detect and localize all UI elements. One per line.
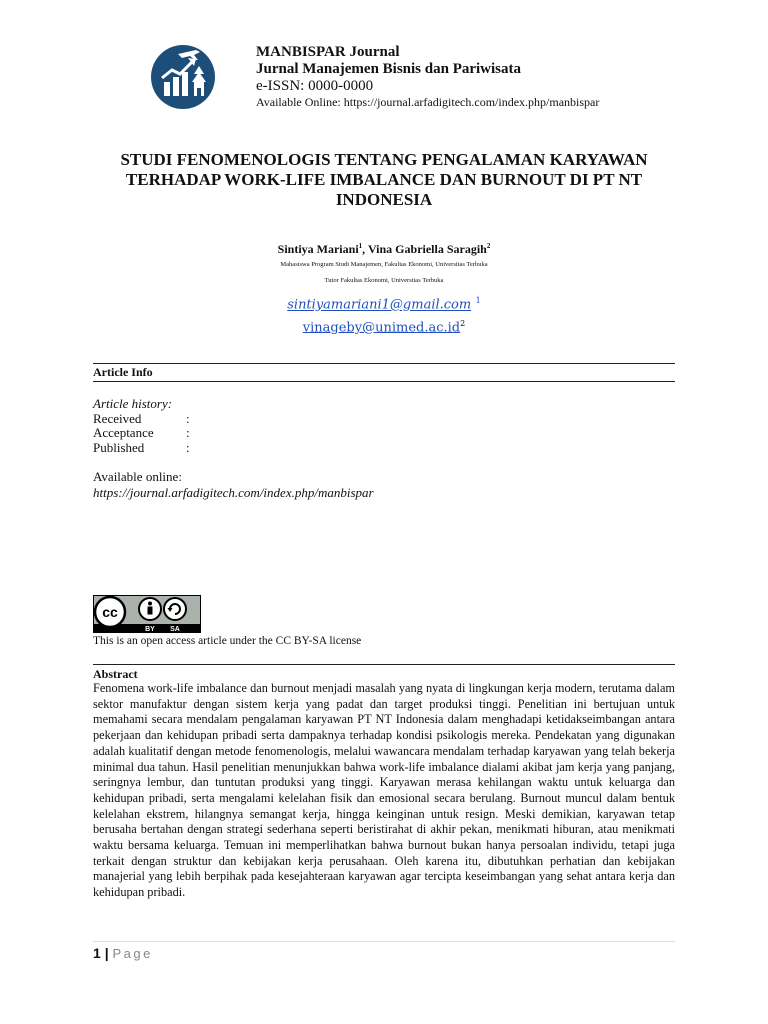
available-online-label: Available online: [93,469,182,484]
divider [93,381,675,382]
history-row-label: Published [93,439,145,455]
page-footer [93,945,153,961]
sa-badge-text: SA [170,626,180,633]
author-emails [90,292,678,337]
journal-logo-icon [150,44,216,110]
affiliation-1: Mahasiswa Program Studi Manajemen, Fakultas Ekonomi, Universitas Terbuka [280,261,488,268]
by-badge-text: BY [145,626,155,633]
history-row-value: : [186,425,190,440]
history-row-value: : [186,410,190,426]
divider [93,363,675,364]
author-name: Vina Gabriella Saragih [367,242,487,256]
article-info-heading: Article Info [93,365,153,379]
email-link[interactable]: vinageby@unimed.ac.id [302,320,461,336]
cc-by-sa-badge-icon[interactable] [93,595,201,633]
page-separator: | [104,945,109,961]
author-superscript: 2 [486,242,491,250]
article-history [93,397,190,455]
journal-issn: e-ISSN: 0000-0000 [256,78,374,94]
journal-url[interactable]: Available Online: https://journal.arfadigitech.com/index.php/manbispar [256,95,600,109]
history-label: Article history: [93,396,173,411]
email-link[interactable]: sintiyamariani1@gmail.com [287,297,472,313]
history-row-label: Received [93,410,142,426]
page-number: 1 [93,945,101,961]
author-separator: , [362,242,368,256]
history-row-label: Acceptance [93,425,154,440]
available-online [93,469,374,501]
available-online-url[interactable]: https://journal.arfadigitech.com/index.php/manbispar [93,485,374,500]
email-superscript: 1 [475,296,481,305]
history-row [93,412,190,427]
divider [93,664,675,665]
abstract-text: Fenomena work-life imbalance dan burnout menjadi masalah yang nyata di lingkungan kerja modern, terutama dalam sektor manufaktur dengan sistem kerja yang padat dan target produksi tinggi. Penelitian ini bertujuan untuk memahami secara mendalam pengalaman karyawan PT NT Indonesia dalam menghadapi ketidakseimbangan antara pekerjaan dan kehidupan pribadi serta dampaknya terhadap kondisi psikologis mereka. Pendekatan yang digunakan adalah kualitatif dengan metode fenomenologis, melalui wawancara mendalam terhadap karyawan yang telah bekerja minimal dua tahun. Hasil penelitian menunjukkan bahwa work-life imbalance dialami akibat jam kerja yang panjang, seringnya lembur, dan tuntutan produksi yang tinggi. Karyawan merasa kehilangan waktu untuk keluarga dan kehidupan pribadi, serta mengalami kelelahan fisik dan emosional secara berulang. Burnout muncul dalam bentuk kelelahan ekstrem, hilangnya semangat kerja, hingga keinginan untuk resign. Meski demikian, karyawan tetap berusaha bertahan dengan strategi sederhana seperti beristirahat di akhir pekan, menikmati hiburan, atau menikmati waktu bersama keluarga. Temuan ini memperlihatkan bahwa burnout bukan hanya persoalan individu, tetapi juga terkait dengan struktur dan kebijakan kerja perusahaan. Oleh karena itu, dibutuhkan perhatian dan kebijakan manajerial yang lebih berpihak pada kesejahteraan karyawan agar tercipta keseimbangan yang sehat antara kerja dan kehidupan pribadi. [93,681,675,900]
footer-divider [93,941,675,942]
author-line [90,242,678,257]
paper-title: STUDI FENOMENOLOGIS TENTANG PENGALAMAN KARYAWAN TERHADAP WORK-LIFE IMBALANCE DAN BURNOUT DI PT NT INDONESIA [120,150,648,209]
journal-full-name: Jurnal Manajemen Bisnis dan Pariwisata [256,61,522,77]
affiliation-2: Tutor Fakultas Ekonomi, Universitas Terbuka [324,277,444,284]
page-word: Page [112,946,153,961]
history-row [93,426,190,441]
email-superscript: 2 [460,318,466,328]
journal-header [256,44,736,110]
history-row-value: : [186,439,190,455]
cc-badge-text: cc [102,604,118,620]
journal-name: MANBISPAR Journal [256,44,400,60]
license-text: This is an open access article under the CC BY-SA license [93,635,362,647]
author-superscript: 1 [358,242,363,250]
author-name: Sintiya Mariani [277,242,359,256]
history-row [93,441,190,456]
abstract-heading: Abstract [93,667,138,681]
